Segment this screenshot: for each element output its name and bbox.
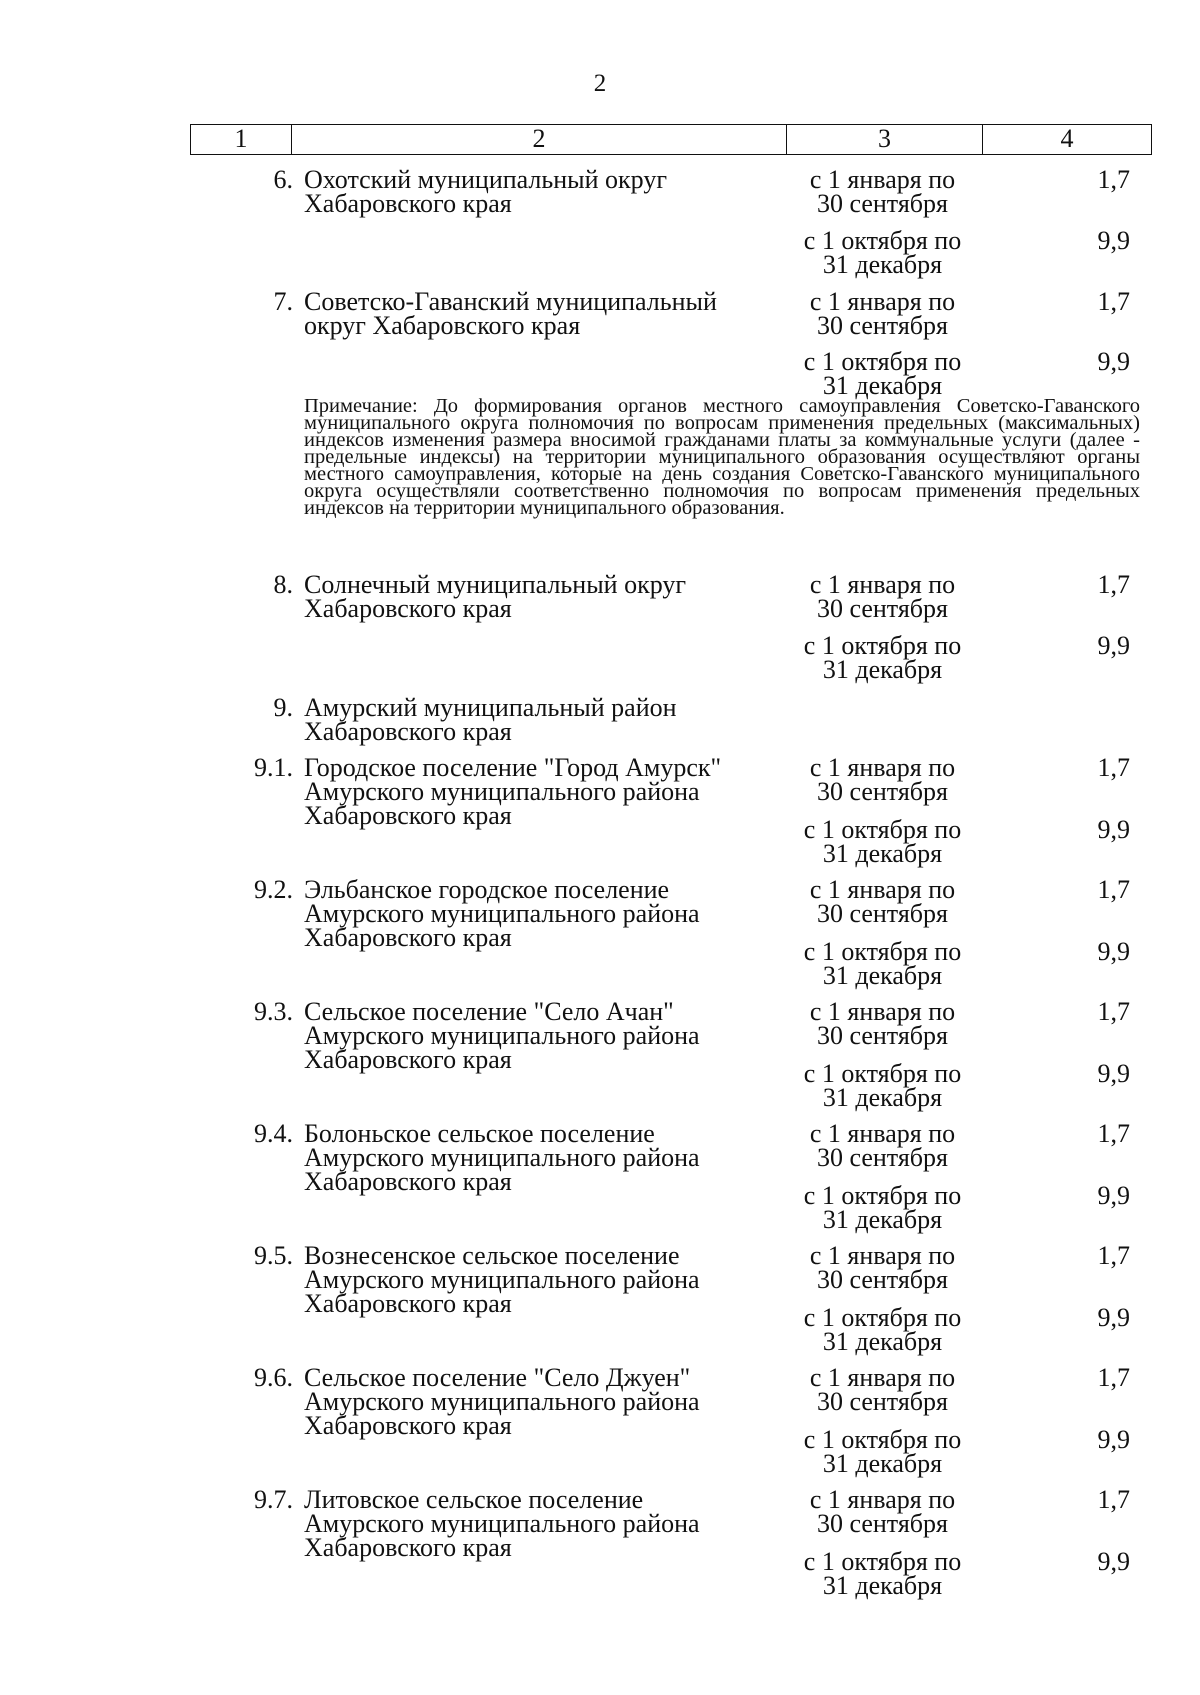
index-value: 9,9 bbox=[1097, 937, 1130, 966]
index-value: 1,7 bbox=[1097, 1119, 1130, 1148]
row-name: Вознесенское сельское поселение Амурского муниципального района Хабаровского края bbox=[304, 1241, 700, 1318]
period-jan-sep: с 1 января по 30 сентября bbox=[809, 1363, 956, 1416]
row-name: Охотский муниципальный округ Хабаровского края bbox=[304, 165, 667, 218]
row-number: 7. bbox=[273, 287, 293, 316]
period-oct-dec: с 1 октября по 31 декабря bbox=[803, 815, 962, 868]
row-number: 9.5. bbox=[254, 1241, 293, 1270]
header-col-4: 4 bbox=[1060, 124, 1074, 153]
row-name: Амурский муниципальный район Хабаровского края bbox=[304, 693, 677, 746]
index-value: 1,7 bbox=[1097, 1485, 1130, 1514]
index-value: 1,7 bbox=[1097, 875, 1130, 904]
index-value: 9,9 bbox=[1097, 226, 1130, 255]
index-value: 1,7 bbox=[1097, 287, 1130, 316]
row-name: Солнечный муниципальный округ Хабаровского края bbox=[304, 570, 687, 623]
row-name: Городское поселение "Город Амурск" Амурского муниципального района Хабаровского края bbox=[304, 753, 722, 830]
period-oct-dec: с 1 октября по 31 декабря bbox=[803, 1059, 962, 1112]
row-number: 9.4. bbox=[254, 1119, 293, 1148]
row-number: 9.2. bbox=[254, 875, 293, 904]
header-col-3: 3 bbox=[787, 125, 983, 154]
period-jan-sep: с 1 января по 30 сентября bbox=[809, 1119, 956, 1172]
period-oct-dec: с 1 октября по 31 декабря bbox=[803, 1547, 962, 1600]
row-name: Сельское поселение "Село Джуен" Амурского муниципального района Хабаровского края bbox=[304, 1363, 700, 1440]
page-number: 2 bbox=[593, 70, 607, 97]
index-value: 9,9 bbox=[1097, 1303, 1130, 1332]
index-value: 1,7 bbox=[1097, 570, 1130, 599]
index-value: 9,9 bbox=[1097, 1547, 1130, 1576]
table-header bbox=[190, 124, 1152, 155]
row-name: Сельское поселение "Село Ачан" Амурского муниципального района Хабаровского края bbox=[304, 997, 700, 1074]
index-value: 1,7 bbox=[1097, 753, 1130, 782]
index-value: 1,7 bbox=[1097, 997, 1130, 1026]
row-number: 9.7. bbox=[254, 1485, 293, 1514]
period-jan-sep: с 1 января по 30 сентября bbox=[809, 875, 956, 928]
index-value: 9,9 bbox=[1097, 631, 1130, 660]
row-number: 9.6. bbox=[254, 1363, 293, 1392]
period-jan-sep: с 1 января по 30 сентября bbox=[809, 753, 956, 806]
period-oct-dec: с 1 октября по 31 декабря bbox=[803, 937, 962, 990]
index-value: 9,9 bbox=[1097, 1059, 1130, 1088]
period-oct-dec: с 1 октября по 31 декабря bbox=[803, 631, 962, 684]
period-oct-dec: с 1 октября по 31 декабря bbox=[803, 347, 962, 400]
index-value: 1,7 bbox=[1097, 165, 1130, 194]
period-jan-sep: с 1 января по 30 сентября bbox=[809, 1241, 956, 1294]
period-oct-dec: с 1 октября по 31 декабря bbox=[803, 1303, 962, 1356]
index-value: 9,9 bbox=[1097, 815, 1130, 844]
period-jan-sep: с 1 января по 30 сентября bbox=[809, 570, 956, 623]
row-number: 9.1. bbox=[254, 753, 293, 782]
period-oct-dec: с 1 октября по 31 декабря bbox=[803, 226, 962, 279]
row-name: Литовское сельское поселение Амурского муниципального района Хабаровского края bbox=[304, 1485, 700, 1562]
period-jan-sep: с 1 января по 30 сентября bbox=[809, 165, 956, 218]
period-jan-sep: с 1 января по 30 сентября bbox=[809, 1485, 956, 1538]
index-value: 9,9 bbox=[1097, 1181, 1130, 1210]
row-number: 9.3. bbox=[254, 997, 293, 1026]
index-value: 1,7 bbox=[1097, 1363, 1130, 1392]
note-text: Примечание: До формирования органов местного самоуправления Советско-Гаванского муниципального округа полномочия по вопросам применения предельных (максимальных) индексов изменения размера вносимой гражданами платы за коммунальные услуги (далее - предельные индексы) на территории муниципального образования осуществляют органы местного самоуправления, которые на день создания Советско-Гаванского муниципального округа осуществляли соответственно полномочия по вопросам применения предельных индексов на территории муниципального образования. bbox=[304, 395, 1140, 519]
index-value: 9,9 bbox=[1097, 347, 1130, 376]
period-oct-dec: с 1 октября по 31 декабря bbox=[803, 1181, 962, 1234]
period-oct-dec: с 1 октября по 31 декабря bbox=[803, 1425, 962, 1478]
row-name: Советско-Гаванский муниципальный округ Хабаровского края bbox=[304, 287, 717, 340]
row-number: 9. bbox=[273, 693, 293, 722]
row-name: Эльбанское городское поселение Амурского муниципального района Хабаровского края bbox=[304, 875, 700, 952]
period-jan-sep: с 1 января по 30 сентября bbox=[809, 997, 956, 1050]
row-number: 6. bbox=[273, 165, 293, 194]
index-value: 1,7 bbox=[1097, 1241, 1130, 1270]
header-col-1: 1 bbox=[191, 125, 292, 154]
row-name: Болоньское сельское поселение Амурского муниципального района Хабаровского края bbox=[304, 1119, 700, 1196]
header-col-2: 2 bbox=[292, 125, 787, 154]
period-jan-sep: с 1 января по 30 сентября bbox=[809, 287, 956, 340]
row-number: 8. bbox=[273, 570, 293, 599]
index-value: 9,9 bbox=[1097, 1425, 1130, 1454]
